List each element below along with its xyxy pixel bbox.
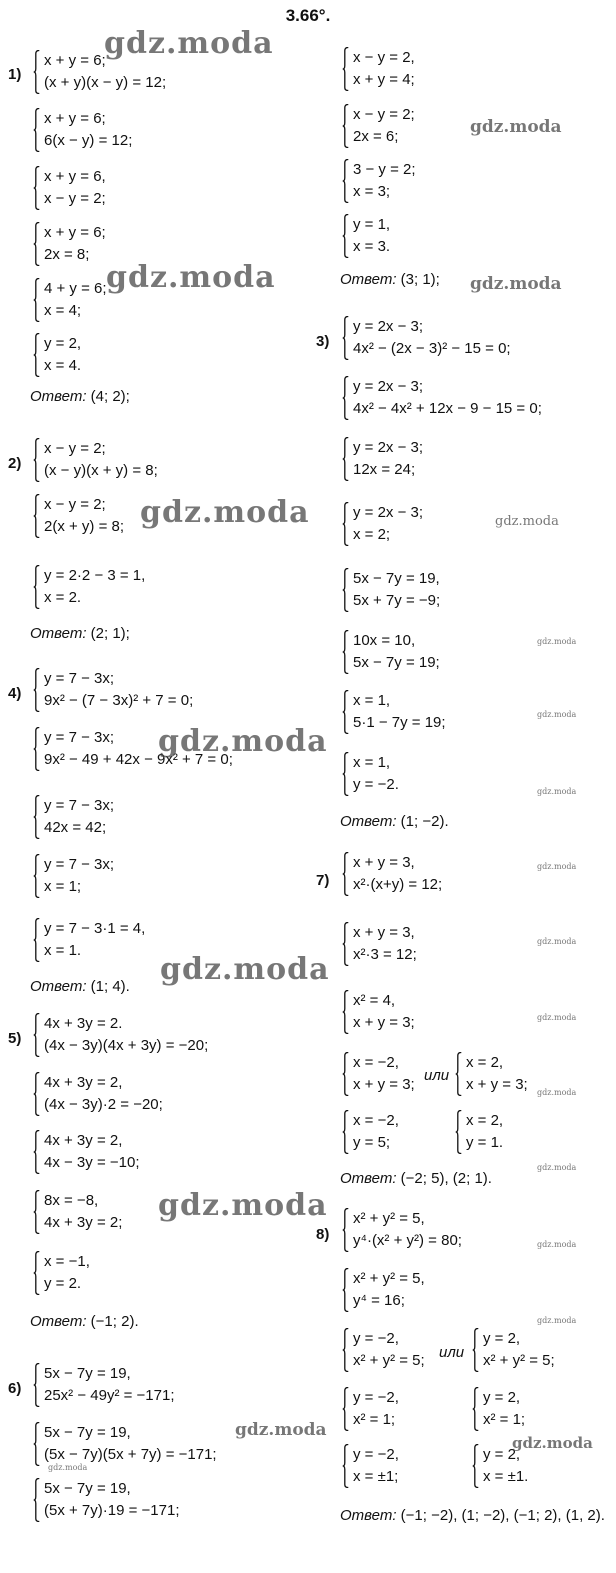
brace-shape [455, 1052, 462, 1096]
equation-line: y = −2, [353, 1389, 399, 1406]
equation-line: x² + y² = 5, [353, 1210, 425, 1227]
task-5-system-2 [33, 1072, 163, 1116]
system-brace [342, 502, 349, 546]
equation-line: x = 2, [466, 1112, 504, 1129]
equation-line: x = 1. [44, 942, 82, 959]
task-7-system-5a [342, 1110, 399, 1154]
equation-line: x = 1, [353, 754, 391, 771]
answer-value: (4; 2); [90, 388, 130, 405]
equation-line: y = 7 − 3x; [44, 856, 115, 873]
system-brace [33, 333, 40, 377]
task-1-system-2 [33, 108, 132, 152]
equation-line: y = 2x − 3; [353, 504, 424, 521]
watermark: gdz.moda [495, 514, 559, 529]
equation-line: y = −2. [353, 776, 399, 793]
brace-shape [342, 630, 349, 674]
task-1-answer [30, 388, 130, 405]
equation-line: 25x² − 49y² = −171; [44, 1387, 175, 1404]
system-brace [33, 795, 40, 839]
system-brace [33, 108, 40, 152]
brace-shape [33, 1478, 40, 1522]
system-brace [472, 1387, 479, 1431]
system-brace [33, 1478, 40, 1522]
equation-line: x = −2, [353, 1112, 399, 1129]
brace-shape [33, 727, 40, 771]
watermark: gdz.moda [106, 260, 276, 295]
brace-shape [33, 668, 40, 712]
task-7-system-1 [342, 852, 442, 896]
answer-label: Ответ: [340, 1507, 397, 1524]
equation-line: x − y = 2; [44, 190, 106, 207]
equation-line: y = 2. [44, 1275, 82, 1292]
equation-line: 5x + 7y = −9; [353, 592, 441, 609]
system-brace [33, 1251, 40, 1295]
system-brace [342, 922, 349, 966]
equation-line: 3 − y = 2; [353, 161, 416, 178]
system-brace [33, 166, 40, 210]
task-8-answer [340, 1507, 605, 1524]
task-3-system-2 [342, 376, 542, 420]
brace-shape [342, 690, 349, 734]
equation-line: x² + y² = 5; [483, 1352, 555, 1369]
task-8-system-5a [342, 1444, 399, 1488]
watermark: gdz.moda [537, 1013, 577, 1022]
equation-line: x² = 4, [353, 992, 396, 1009]
system-brace [342, 568, 349, 612]
brace-shape [33, 1013, 40, 1057]
brace-shape [33, 565, 40, 609]
equation-line: 9x² − 49 + 42x − 9x² + 7 = 0; [44, 751, 233, 768]
brace-shape [342, 1208, 349, 1252]
equation-line: x = 3; [353, 183, 391, 200]
task-4-system-3 [33, 795, 114, 839]
brace-shape [33, 494, 40, 538]
brace-shape [342, 1110, 349, 1154]
equation-line: 6(x − y) = 12; [44, 132, 133, 149]
equation-line: x = 3. [353, 238, 391, 255]
task-5-label: 5) [8, 1030, 22, 1047]
task-4-system-1 [33, 668, 193, 712]
task-5-system-3 [33, 1130, 140, 1174]
task-2-label: 2) [8, 455, 22, 472]
equation-line: 5x − 7y = 19, [353, 570, 440, 587]
equation-line: 4x − 3y = −10; [44, 1154, 140, 1171]
task-6-system-1 [33, 1363, 175, 1407]
system-brace [33, 1072, 40, 1116]
brace-shape [342, 376, 349, 420]
system-brace [342, 214, 349, 258]
equation-line: x + y = 4; [353, 71, 415, 88]
equation-line: x + y = 6; [44, 224, 106, 241]
system-brace [33, 668, 40, 712]
task-6-label: 6) [8, 1380, 22, 1397]
watermark: gdz.moda [470, 117, 562, 137]
watermark: gdz.moda [104, 26, 274, 61]
watermark: gdz.moda [512, 1434, 593, 1452]
equation-line: x = 2. [44, 589, 82, 606]
brace-shape [342, 159, 349, 203]
equation-line: x + y = 6, [44, 168, 106, 185]
equation-line: 4x + 3y = 2, [44, 1074, 123, 1091]
brace-shape [342, 1052, 349, 1096]
equation-line: 4x + 3y = 2, [44, 1132, 123, 1149]
brace-shape [33, 333, 40, 377]
task-8-system-2 [342, 1268, 425, 1312]
brace-shape [472, 1444, 479, 1488]
task-7-system-3 [342, 990, 415, 1034]
equation-line: 5·1 − 7y = 19; [353, 714, 446, 731]
equation-line: x = 4. [44, 357, 82, 374]
watermark: gdz.moda [48, 1463, 88, 1472]
task-2-cont-system-3 [342, 159, 416, 203]
equation-line: 4x² − 4x² + 12x − 9 − 15 = 0; [353, 400, 542, 417]
watermark: gdz.moda [537, 1088, 577, 1097]
task-6-cont-system-1 [342, 568, 440, 612]
task-1-system-6 [33, 333, 81, 377]
task-4-answer [30, 978, 130, 995]
brace-shape [342, 104, 349, 148]
task-3-label: 3) [316, 333, 330, 350]
equation-line: 42x = 42; [44, 819, 107, 836]
equation-line: 5x − 7y = 19; [353, 654, 440, 671]
task-2-answer [30, 625, 130, 642]
brace-shape [342, 502, 349, 546]
task-5-system-5 [33, 1251, 90, 1295]
equation-line: x + y = 6; [44, 110, 106, 127]
task-1-system-5 [33, 278, 107, 322]
equation-line: x + y = 3; [353, 1076, 415, 1093]
task-5-answer [30, 1313, 139, 1330]
watermark: gdz.moda [537, 787, 577, 796]
brace-shape [472, 1387, 479, 1431]
equation-line: y = 7 − 3x; [44, 670, 115, 687]
brace-shape [33, 438, 40, 482]
watermark: gdz.moda [140, 495, 310, 530]
equation-line: x + y = 3, [353, 924, 415, 941]
equation-line: x + y = 6; [44, 52, 106, 69]
equation-line: y = 2x − 3; [353, 439, 424, 456]
system-brace [33, 565, 40, 609]
system-brace [33, 50, 40, 94]
task-6-cont-system-4 [342, 752, 399, 796]
system-brace [342, 1268, 349, 1312]
equation-line: (5x + 7y)·19 = −171; [44, 1502, 180, 1519]
task-8-system-4b [472, 1387, 525, 1431]
task-2-cont-answer [340, 271, 440, 288]
brace-shape [342, 990, 349, 1034]
equation-line: y = 7 − 3x; [44, 729, 115, 746]
system-brace [33, 854, 40, 898]
watermark: gdz.moda [537, 637, 577, 646]
equation-line: x = −1, [44, 1253, 90, 1270]
equation-line: x = 1; [44, 878, 82, 895]
watermark: gdz.moda [158, 724, 328, 759]
task-7-answer [340, 1170, 492, 1187]
equation-line: 4x² − (2x − 3)² − 15 = 0; [353, 340, 511, 357]
equation-line: x + y = 3, [353, 854, 415, 871]
system-brace [33, 1013, 40, 1057]
equation-line: x²·(x+y) = 12; [353, 876, 443, 893]
task-2-cont-system-4 [342, 214, 390, 258]
answer-label: Ответ: [30, 388, 87, 405]
system-brace [342, 690, 349, 734]
brace-shape [33, 278, 40, 322]
equation-line: y = −2, [353, 1446, 399, 1463]
system-brace [455, 1110, 462, 1154]
brace-shape [33, 918, 40, 962]
brace-shape [33, 795, 40, 839]
task-2-system-3 [33, 565, 145, 609]
task-3-system-4 [342, 502, 423, 546]
equation-line: 4x + 3y = 2; [44, 1214, 123, 1231]
system-brace [342, 104, 349, 148]
equation-line: x = 4; [44, 302, 82, 319]
brace-shape [455, 1110, 462, 1154]
equation-line: y = 1. [466, 1134, 504, 1151]
equation-line: (4x − 3y)(4x + 3y) = −20; [44, 1037, 209, 1054]
watermark: gdz.moda [537, 1240, 577, 1249]
equation-line: (5x − 7y)(5x + 7y) = −171; [44, 1446, 217, 1463]
or-word-8: или [439, 1344, 465, 1361]
task-2-system-1 [33, 438, 158, 482]
equation-line: y = 7 − 3x; [44, 797, 115, 814]
watermark: gdz.moda [537, 1316, 577, 1325]
equation-line: 9x² − (7 − 3x)² + 7 = 0; [44, 692, 194, 709]
task-7-system-5b [455, 1110, 503, 1154]
brace-shape [342, 852, 349, 896]
brace-shape [342, 1444, 349, 1488]
watermark: gdz.moda [537, 1163, 577, 1172]
equation-line: 4x + 3y = 2. [44, 1015, 123, 1032]
watermark: gdz.moda [235, 1420, 327, 1440]
brace-shape [342, 316, 349, 360]
equation-line: 2x = 6; [353, 128, 399, 145]
equation-line: y = 2, [44, 335, 82, 352]
answer-label: Ответ: [340, 813, 397, 830]
brace-shape [342, 1328, 349, 1372]
equation-line: x = −2, [353, 1054, 399, 1071]
system-brace [342, 47, 349, 91]
system-brace [33, 1190, 40, 1234]
task-7-label: 7) [316, 872, 330, 889]
equation-line: 5x − 7y = 19, [44, 1424, 131, 1441]
task-2-system-2 [33, 494, 124, 538]
watermark: gdz.moda [160, 952, 330, 987]
equation-line: 10x = 10, [353, 632, 416, 649]
brace-shape [33, 108, 40, 152]
equation-line: 12x = 24; [353, 461, 416, 478]
equation-line: 4 + y = 6; [44, 280, 107, 297]
task-1-label: 1) [8, 66, 22, 83]
answer-value: (−1; −2), (1; −2), (−1; 2), (1, 2). [400, 1507, 605, 1524]
system-brace [342, 1444, 349, 1488]
system-brace [342, 159, 349, 203]
task-6-cont-system-2 [342, 630, 440, 674]
equation-line: y = 1, [353, 216, 391, 233]
brace-shape [342, 437, 349, 481]
task-8-system-3a [342, 1328, 425, 1372]
watermark: gdz.moda [537, 862, 577, 871]
equation-line: y = 2x − 3; [353, 378, 424, 395]
equation-line: (x − y)(x + y) = 8; [44, 462, 158, 479]
brace-shape [33, 1072, 40, 1116]
system-brace [342, 1208, 349, 1252]
task-8-system-1 [342, 1208, 462, 1252]
task-2-cont-system-2 [342, 104, 415, 148]
brace-shape [33, 50, 40, 94]
brace-shape [33, 1251, 40, 1295]
equation-line: x² = 1; [483, 1411, 526, 1428]
equation-line: y = 2·2 − 3 = 1, [44, 567, 146, 584]
equation-line: x = 2, [466, 1054, 504, 1071]
system-brace [342, 1110, 349, 1154]
system-brace [33, 222, 40, 266]
answer-label: Ответ: [30, 978, 87, 995]
equation-line: (x + y)(x − y) = 12; [44, 74, 167, 91]
equation-line: y = 2, [483, 1446, 521, 1463]
system-brace [472, 1328, 479, 1372]
equation-line: 2x = 8; [44, 246, 90, 263]
task-5-system-4 [33, 1190, 122, 1234]
brace-shape [342, 568, 349, 612]
task-6-cont-system-3 [342, 690, 446, 734]
answer-value: (−2; 5), (2; 1). [400, 1170, 492, 1187]
system-brace [33, 727, 40, 771]
equation-line: x² + y² = 5; [353, 1352, 425, 1369]
system-brace [33, 278, 40, 322]
brace-shape [342, 1387, 349, 1431]
system-brace [342, 437, 349, 481]
brace-shape [33, 854, 40, 898]
system-brace [33, 438, 40, 482]
task-6-system-2 [33, 1422, 217, 1466]
equation-line: x − y = 2; [353, 106, 415, 123]
equation-line: 8x = −8, [44, 1192, 99, 1209]
brace-shape [33, 222, 40, 266]
equation-line: y⁴ = 16; [353, 1292, 405, 1309]
system-brace [33, 1363, 40, 1407]
brace-shape [33, 1422, 40, 1466]
watermark: gdz.moda [537, 710, 577, 719]
brace-shape [33, 1130, 40, 1174]
answer-label: Ответ: [30, 1313, 87, 1330]
equation-line: y = 2, [483, 1330, 521, 1347]
brace-shape [342, 1268, 349, 1312]
task-6-answer [340, 813, 449, 830]
equation-line: 5x − 7y = 19, [44, 1480, 131, 1497]
equation-line: 5x − 7y = 19, [44, 1365, 131, 1382]
system-brace [33, 1130, 40, 1174]
brace-shape [342, 922, 349, 966]
task-2-cont-system-1 [342, 47, 415, 91]
answer-value: (1; 4). [90, 978, 130, 995]
equation-line: y = 2x − 3; [353, 318, 424, 335]
equation-line: x² + y² = 5, [353, 1270, 425, 1287]
task-1-system-3 [33, 166, 106, 210]
equation-line: y = 5; [353, 1134, 391, 1151]
answer-label: Ответ: [340, 271, 397, 288]
system-brace [342, 1052, 349, 1096]
equation-line: x = 2; [353, 526, 391, 543]
equation-line: x²·3 = 12; [353, 946, 417, 963]
task-8-system-3b [472, 1328, 555, 1372]
task-3-system-1 [342, 316, 511, 360]
or-word-7: или [424, 1067, 450, 1084]
brace-shape [342, 214, 349, 258]
task-4-system-4 [33, 854, 114, 898]
system-brace [33, 918, 40, 962]
brace-shape [33, 166, 40, 210]
brace-shape [472, 1328, 479, 1372]
task-7-system-4b [455, 1052, 528, 1096]
equation-line: x = ±1. [483, 1468, 529, 1485]
equation-line: x − y = 2; [44, 440, 106, 457]
system-brace [342, 852, 349, 896]
equation-line: x + y = 3; [466, 1076, 528, 1093]
watermark: gdz.moda [158, 1188, 328, 1223]
system-brace [342, 1328, 349, 1372]
equation-line: x = 1, [353, 692, 391, 709]
task-4-system-5 [33, 918, 145, 962]
task-3-system-3 [342, 437, 423, 481]
answer-value: (1; −2). [400, 813, 449, 830]
answer-label: Ответ: [340, 1170, 397, 1187]
watermark: gdz.moda [537, 937, 577, 946]
system-brace [342, 752, 349, 796]
answer-value: (−1; 2). [90, 1313, 139, 1330]
system-brace [342, 316, 349, 360]
equation-line: x + y = 3; [353, 1014, 415, 1031]
watermark: gdz.moda [470, 274, 562, 294]
brace-shape [342, 47, 349, 91]
equation-line: y = −2, [353, 1330, 399, 1347]
brace-shape [33, 1363, 40, 1407]
exercise-title: 3.66°. [285, 6, 331, 25]
task-6-system-3 [33, 1478, 180, 1522]
system-brace [342, 376, 349, 420]
answer-value: (3; 1); [400, 271, 440, 288]
task-1-system-4 [33, 222, 106, 266]
equation-line: (4x − 3y)·2 = −20; [44, 1096, 163, 1113]
equation-line: y = 7 − 3·1 = 4, [44, 920, 146, 937]
brace-shape [33, 1190, 40, 1234]
equation-line: y⁴·(x² + y²) = 80; [353, 1232, 462, 1249]
equation-line: x − y = 2; [44, 496, 106, 513]
system-brace [455, 1052, 462, 1096]
task-5-system-1 [33, 1013, 208, 1057]
equation-line: x² = 1; [353, 1411, 396, 1428]
system-brace [342, 630, 349, 674]
equation-line: x = ±1; [353, 1468, 399, 1485]
task-8-label: 8) [316, 1226, 330, 1243]
equation-line: x − y = 2, [353, 49, 415, 66]
brace-shape [342, 752, 349, 796]
system-brace [33, 1422, 40, 1466]
answer-value: (2; 1); [90, 625, 130, 642]
equation-line: 2(x + y) = 8; [44, 518, 125, 535]
system-brace [472, 1444, 479, 1488]
system-brace [33, 494, 40, 538]
task-8-system-4a [342, 1387, 399, 1431]
task-7-system-4a [342, 1052, 415, 1096]
task-4-label: 4) [8, 685, 22, 702]
system-brace [342, 1387, 349, 1431]
equation-line: y = 2, [483, 1389, 521, 1406]
system-brace [342, 990, 349, 1034]
answer-label: Ответ: [30, 625, 87, 642]
task-7-system-2 [342, 922, 417, 966]
